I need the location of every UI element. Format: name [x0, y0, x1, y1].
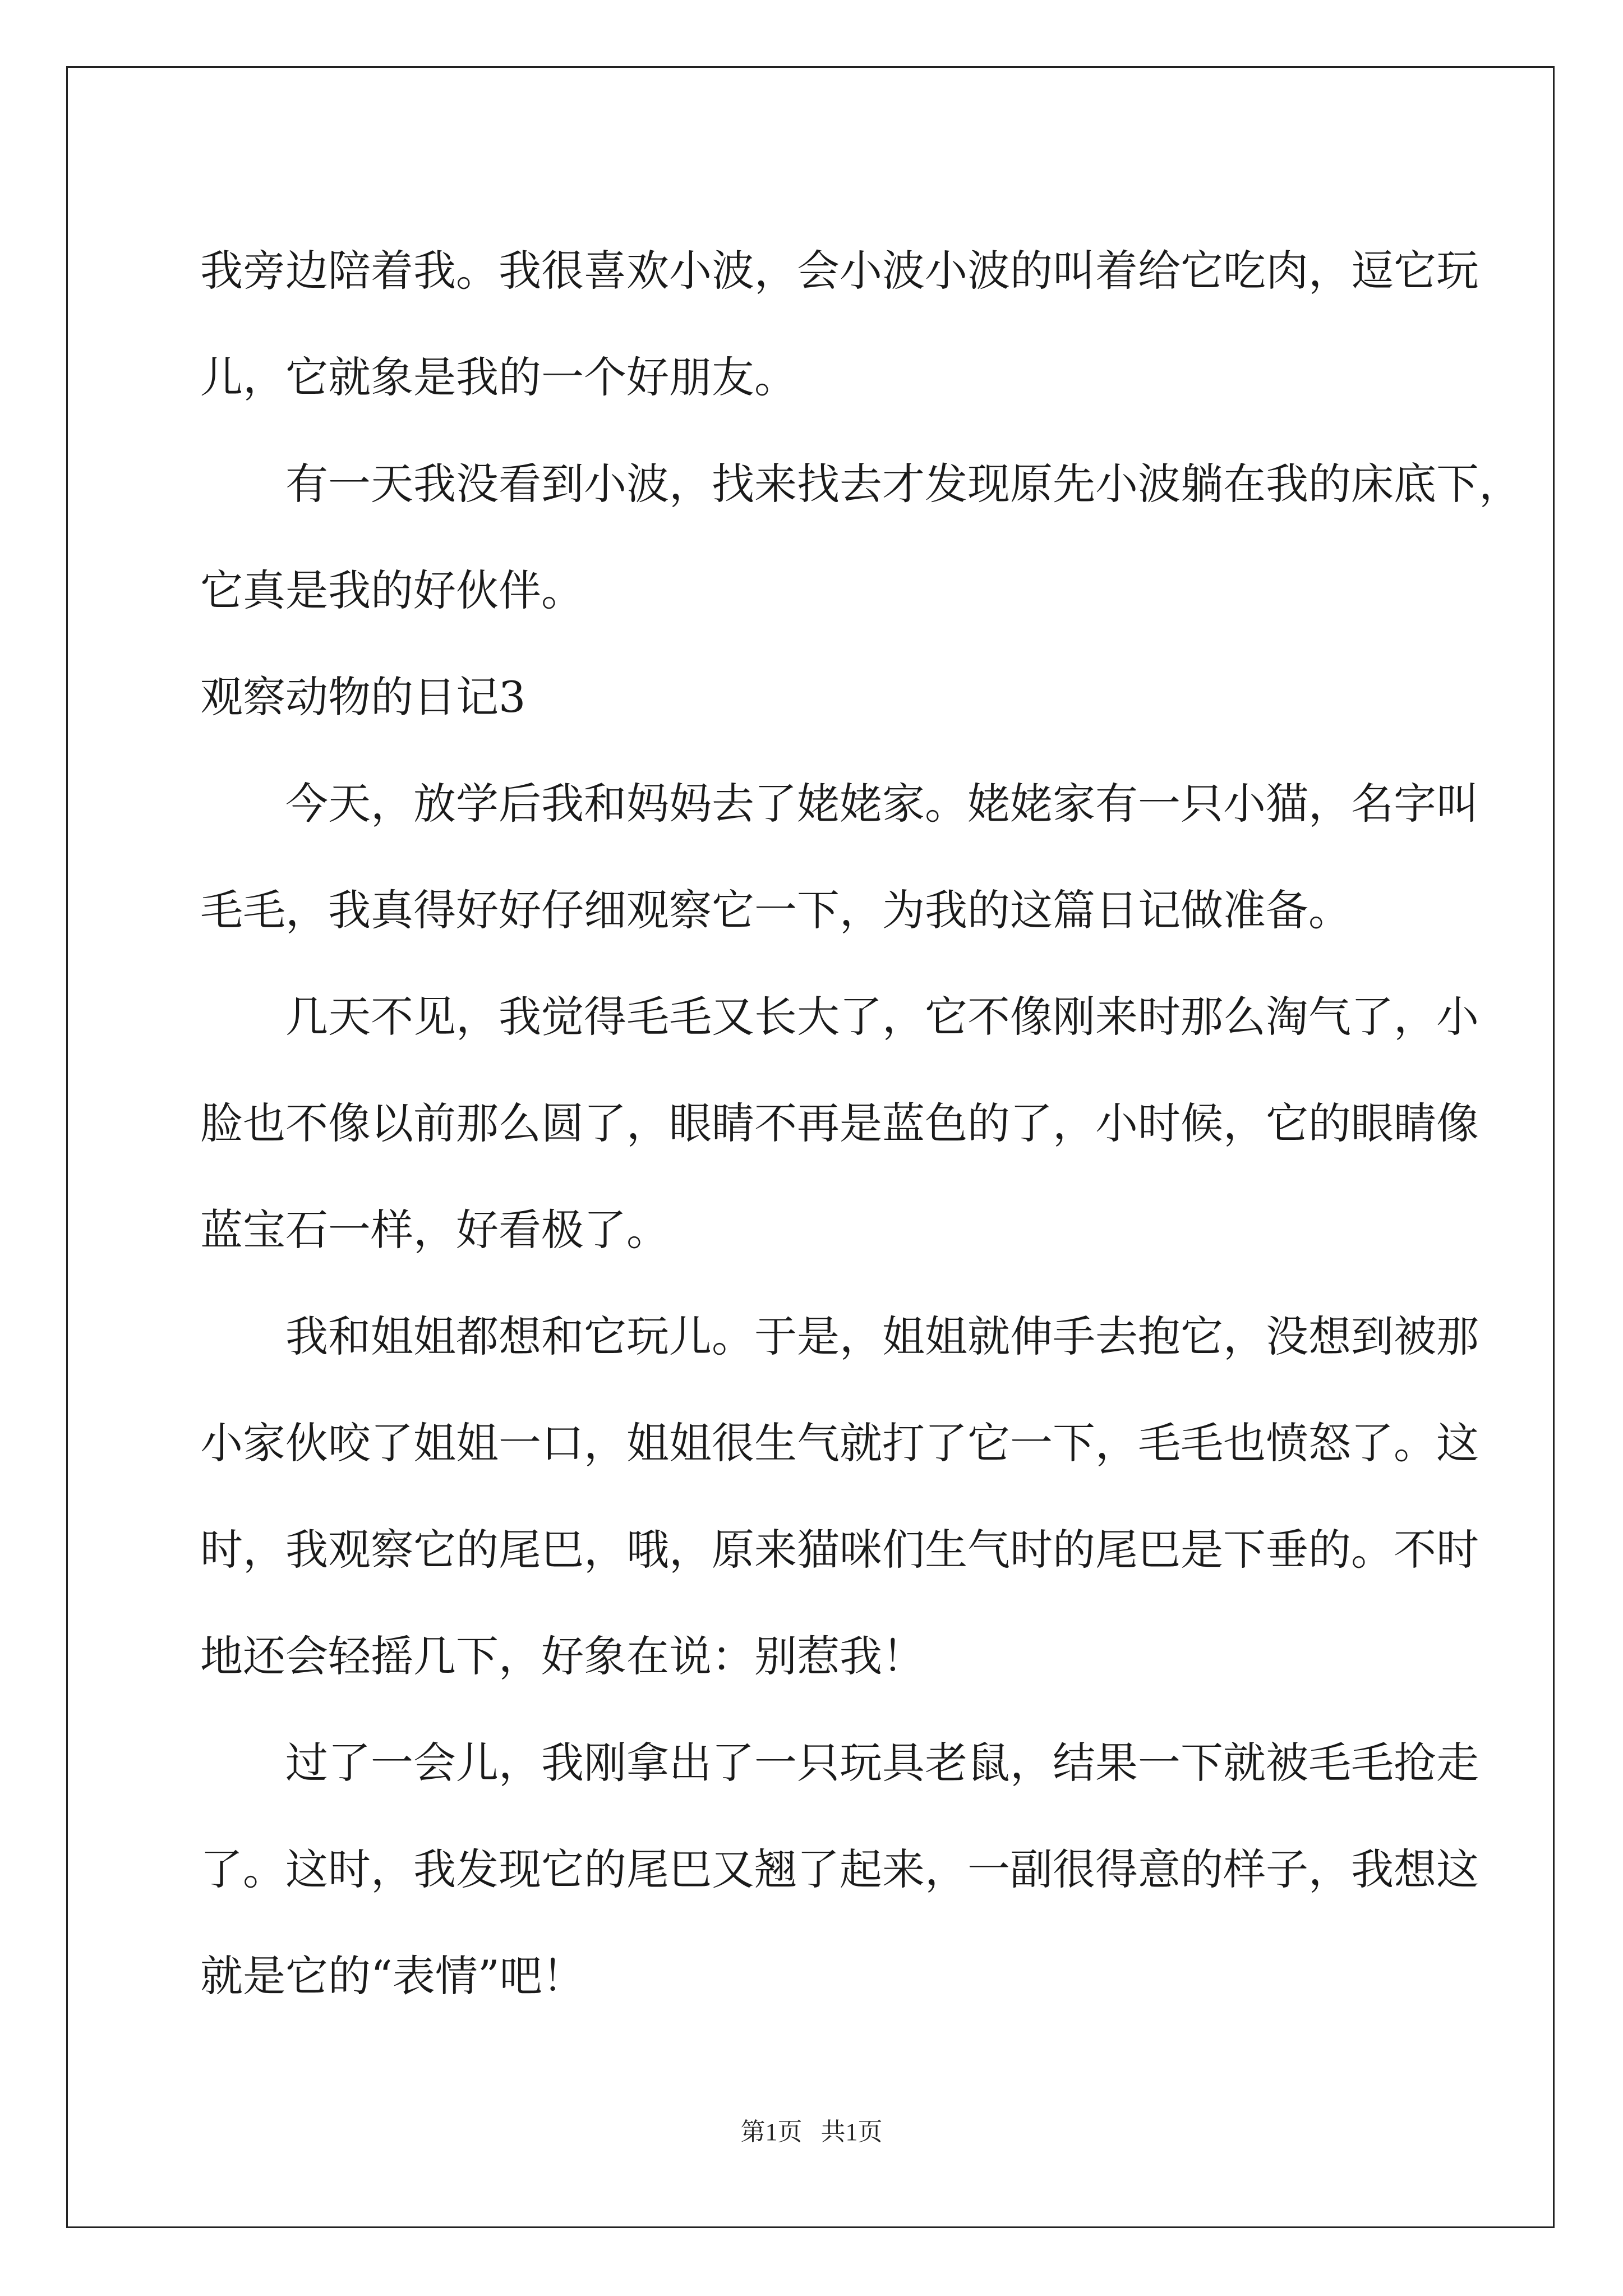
paragraph-start: 今天，放学后我和妈妈去了姥姥家。姥姥家有一只小猫，名字叫 [285, 779, 1479, 829]
text-line: 脸也不像以前那么圆了，眼睛不再是蓝色的了，小时候，它的眼睛像 [200, 1098, 1479, 1148]
section-heading: 观察动物的日记3 [200, 672, 526, 722]
paragraph-start: 我和姐姐都想和它玩儿。于是，姐姐就伸手去抱它，没想到被那 [285, 1312, 1479, 1361]
text-line: 蓝宝石一样，好看极了。 [200, 1205, 669, 1255]
text-line: 它真是我的好伙伴。 [200, 565, 584, 615]
text-line: 地还会轻摇几下，好象在说：别惹我！ [200, 1631, 925, 1681]
text-line: 我旁边陪着我。我很喜欢小波，会小波小波的叫着给它吃肉，逗它玩 [200, 246, 1479, 296]
paragraph-start: 过了一会儿，我刚拿出了一只玩具老鼠，结果一下就被毛毛抢走 [285, 1738, 1479, 1788]
document-body [200, 218, 1521, 2030]
text-line: 就是它的“表情”吧！ [200, 1951, 585, 2001]
text-line: 时，我观察它的尾巴，哦，原来猫咪们生气时的尾巴是下垂的。不时 [200, 1525, 1479, 1575]
page-number-footer: 第1页 共1页 [740, 2118, 883, 2146]
paragraph-start: 有一天我没看到小波，找来找去才发现原先小波躺在我的床底下， [285, 459, 1521, 509]
text-line: 儿，它就象是我的一个好朋友。 [200, 352, 797, 402]
text-line: 了。这时，我发现它的尾巴又翘了起来，一副很得意的样子，我想这 [200, 1844, 1479, 1894]
text-line: 毛毛，我真得好好仔细观察它一下，为我的这篇日记做准备。 [200, 885, 1351, 935]
text-line: 小家伙咬了姐姐一口，姐姐很生气就打了它一下，毛毛也愤怒了。这 [200, 1418, 1479, 1468]
paragraph-start: 几天不见，我觉得毛毛又长大了，它不像刚来时那么淘气了，小 [285, 992, 1479, 1042]
